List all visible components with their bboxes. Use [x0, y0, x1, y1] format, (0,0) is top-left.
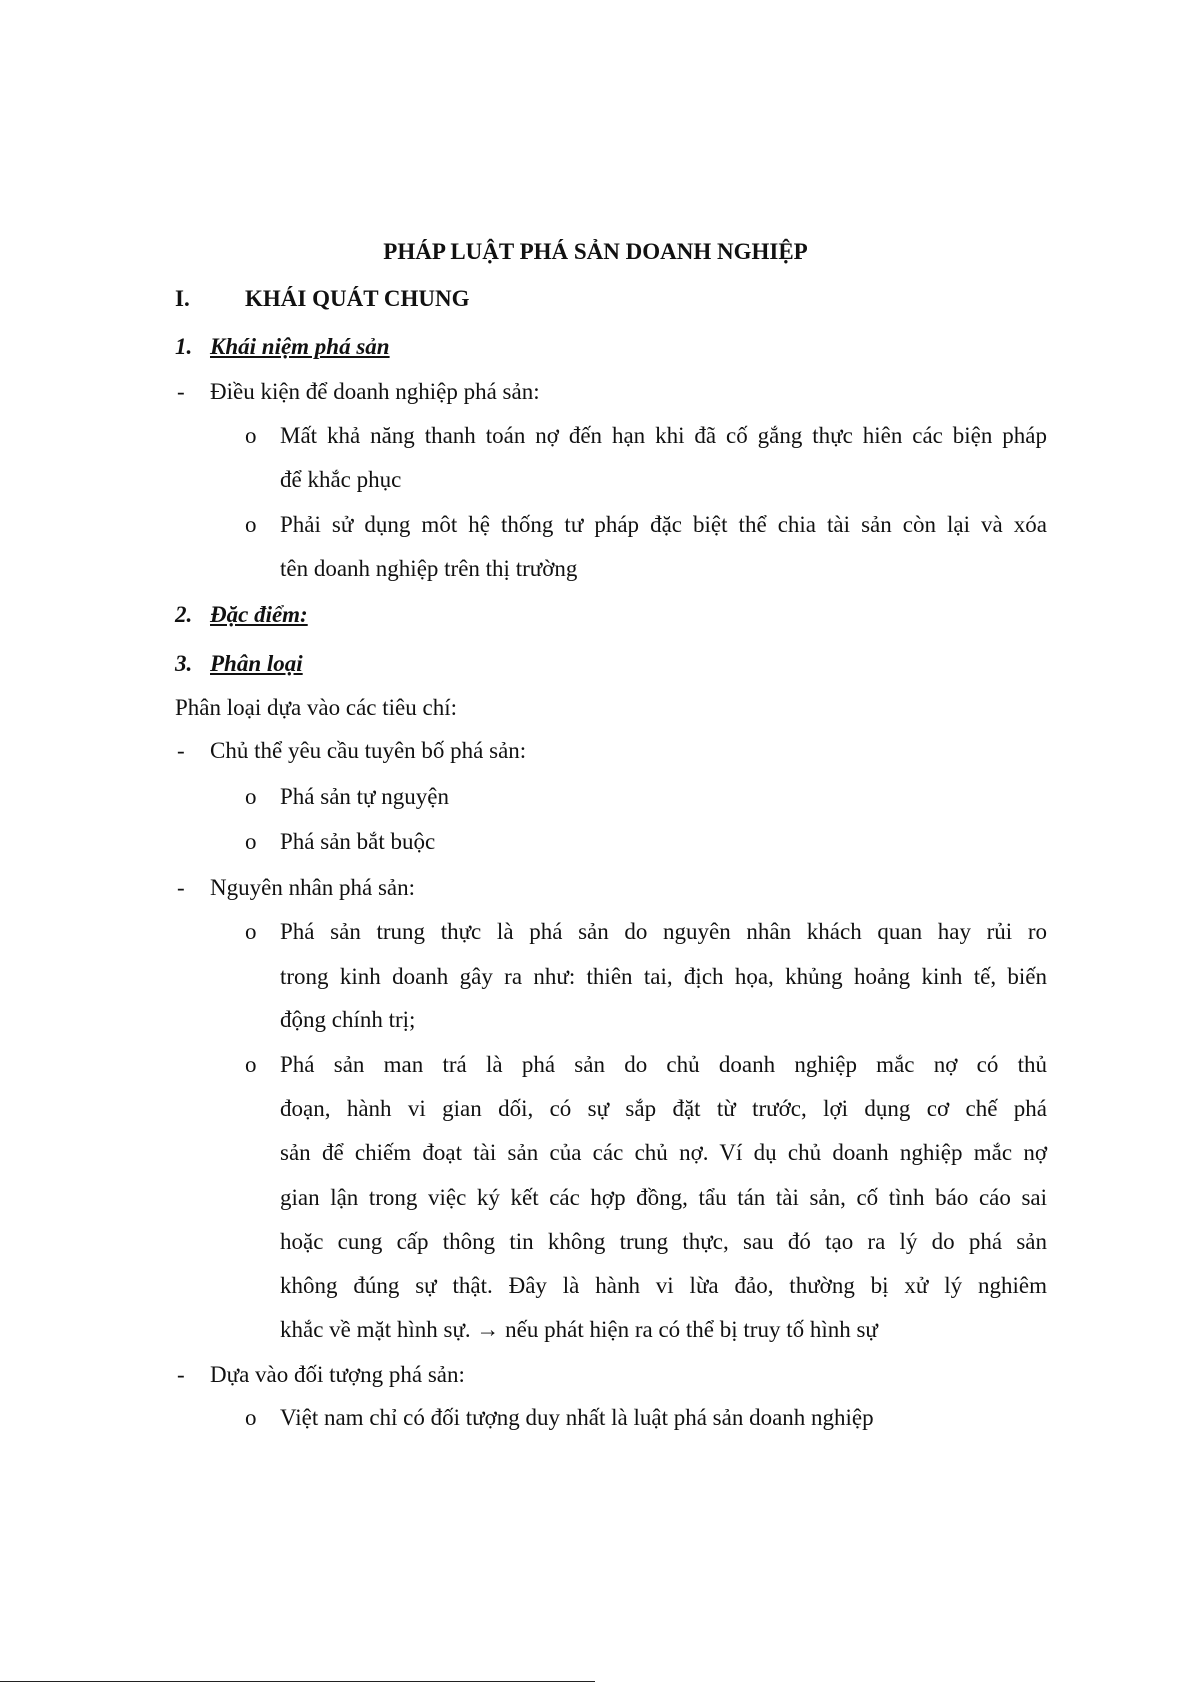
footnote-rule [0, 1681, 595, 1682]
bullet-dash: - [177, 1362, 185, 1387]
fraudulent-bankruptcy-line-1: Phá sản man trá là phá sản do chủ doanh nghiệp mắc nợ có thủ [280, 1052, 1047, 1077]
bullet-circle: o [245, 829, 257, 854]
fraudulent-bankruptcy-line-6: không đúng sự thật. Đây là hành vi lừa đảo, thường bị xử lý nghiêm [280, 1273, 1047, 1298]
voluntary-bankruptcy: Phá sản tự nguyện [280, 784, 449, 809]
condition-2-line-2: tên doanh nghiệp trên thị trường [280, 556, 578, 581]
vietnam-subject: Việt nam chỉ có đối tượng duy nhất là luật phá sản doanh nghiệp [280, 1405, 874, 1430]
bullet-subject: Dựa vào đối tượng phá sản: [210, 1362, 465, 1387]
honest-bankruptcy-line-2: trong kinh doanh gây ra như: thiên tai, địch họa, khủng hoảng kinh tế, biến [280, 964, 1047, 989]
bullet-dash: - [177, 738, 185, 763]
compulsory-bankruptcy: Phá sản bắt buộc [280, 829, 436, 854]
condition-1-line-1: Mất khả năng thanh toán nợ đến hạn khi đã cố gắng thực hiên các biện pháp [280, 423, 1047, 448]
section-number: I. [175, 286, 190, 311]
condition-2-line-1: Phải sử dụng môt hệ thống tư pháp đặc biệt thể chia tài sản còn lại và xóa [280, 512, 1047, 537]
fraudulent-bankruptcy-line-3: sản để chiếm đoạt tài sản của các chủ nợ. Ví dụ chủ doanh nghiệp mắc nợ [280, 1140, 1047, 1165]
bullet-circle: o [245, 423, 257, 448]
subsection-3-number: 3. [175, 651, 193, 676]
fraudulent-bankruptcy-line-4: gian lận trong việc ký kết các hợp đồng, tẩu tán tài sản, cố tình báo cáo sai [280, 1185, 1047, 1210]
bullet-requesting-party: Chủ thể yêu cầu tuyên bố phá sản: [210, 738, 527, 763]
bullet-circle: o [245, 919, 257, 944]
honest-bankruptcy-line-1: Phá sản trung thực là phá sản do nguyên nhân khách quan hay rủi ro [280, 919, 1047, 944]
classification-intro: Phân loại dựa vào các tiêu chí: [175, 695, 457, 720]
bullet-cause: Nguyên nhân phá sản: [210, 875, 416, 900]
bullet-dash: - [177, 379, 185, 404]
bullet-circle: o [245, 784, 257, 809]
bullet-conditions: Điều kiện để doanh nghiệp phá sản: [210, 379, 540, 404]
section-title: KHÁI QUÁT CHUNG [245, 286, 470, 311]
fraudulent-bankruptcy-line-7: khắc về mặt hình sự. → nếu phát hiện ra có thể bị truy tố hình sự [280, 1317, 878, 1342]
subsection-2-number: 2. [175, 602, 193, 627]
bullet-circle: o [245, 512, 257, 537]
bullet-circle: o [245, 1405, 257, 1430]
fraudulent-bankruptcy-line-5: hoặc cung cấp thông tin không trung thực, sau đó tạo ra lý do phá sản [280, 1229, 1047, 1254]
honest-bankruptcy-line-3: động chính trị; [280, 1007, 416, 1032]
subsection-1-number: 1. [175, 334, 193, 359]
subsection-3-title: Phân loại [210, 651, 303, 676]
subsection-1-title: Khái niệm phá sản [210, 334, 390, 359]
page-title: PHÁP LUẬT PHÁ SẢN DOANH NGHIỆP [383, 239, 808, 264]
subsection-2-title: Đặc điểm: [210, 602, 308, 627]
condition-1-line-2: để khắc phục [280, 467, 402, 492]
fraudulent-bankruptcy-line-2: đoạn, hành vi gian dối, có sự sắp đặt từ trước, lợi dụng cơ chế phá [280, 1096, 1047, 1121]
bullet-circle: o [245, 1052, 257, 1077]
bullet-dash: - [177, 875, 185, 900]
